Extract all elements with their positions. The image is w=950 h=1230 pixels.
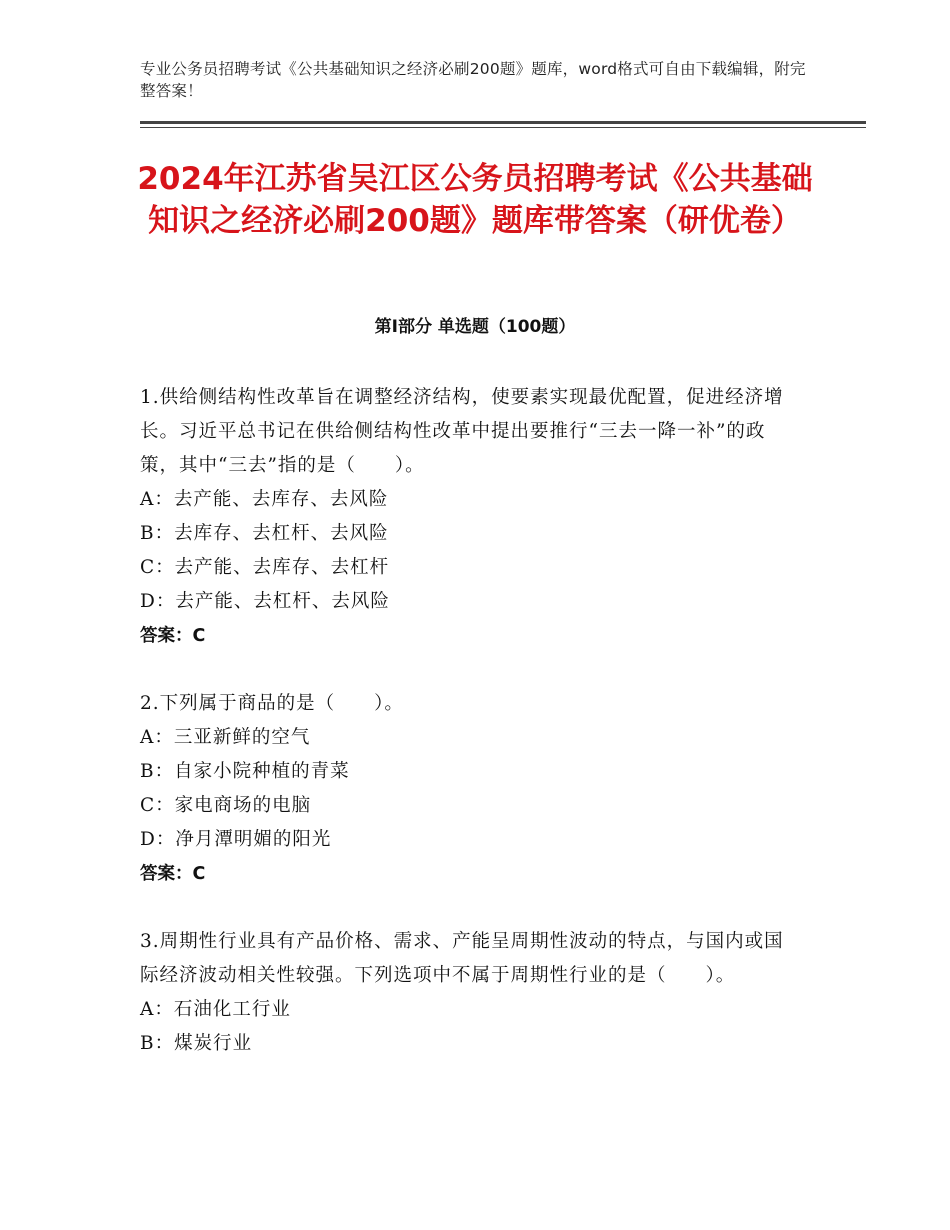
question-2 [140,687,800,891]
option-b: B：去库存、去杠杆、去风险 [140,523,389,544]
option-b: B：自家小院种植的青菜 [140,761,350,782]
document-title: 2024年江苏省吴江区公务员招聘考试《公共基础知识之经济必刷200题》题库带答案（研优卷） [137,161,813,239]
question-text: 3.周期性行业具有产品价格、需求、产能呈周期性波动的特点，与国内或国际经济波动相关性较强。下列选项中不属于周期性行业的是（ ）。 [140,931,784,986]
header-note: 专业公务员招聘考试《公共基础知识之经济必刷200题》题库，word格式可自由下载编辑，附完整答案！ [140,60,806,100]
option-a: A：三亚新鲜的空气 [140,727,311,748]
option-a: A：石油化工行业 [140,999,291,1020]
answer: 答案：C [140,864,206,884]
option-c: C：去产能、去库存、去杠杆 [140,557,390,578]
question-3 [140,925,800,1061]
option-b: B：煤炭行业 [140,1033,253,1054]
question-text: 1.供给侧结构性改革旨在调整经济结构，使要素实现最优配置，促进经济增长。习近平总书记在供给侧结构性改革中提出要推行“三去一降一补”的政策，其中“三去”指的是（ ）。 [140,387,784,476]
option-d: D：去产能、去杠杆、去风险 [140,591,390,612]
option-c: C：家电商场的电脑 [140,795,312,816]
question-1 [140,381,800,653]
answer: 答案：C [140,626,206,646]
option-d: D：净月潭明媚的阳光 [140,829,332,850]
header-rule-thick [140,121,866,124]
question-text: 2.下列属于商品的是（ ）。 [140,693,404,714]
header-rule-thin [140,127,866,128]
section-heading: 第Ⅰ部分 单选题（100题） [374,317,576,337]
option-a: A：去产能、去库存、去风险 [140,489,389,510]
question-list [140,381,800,1095]
